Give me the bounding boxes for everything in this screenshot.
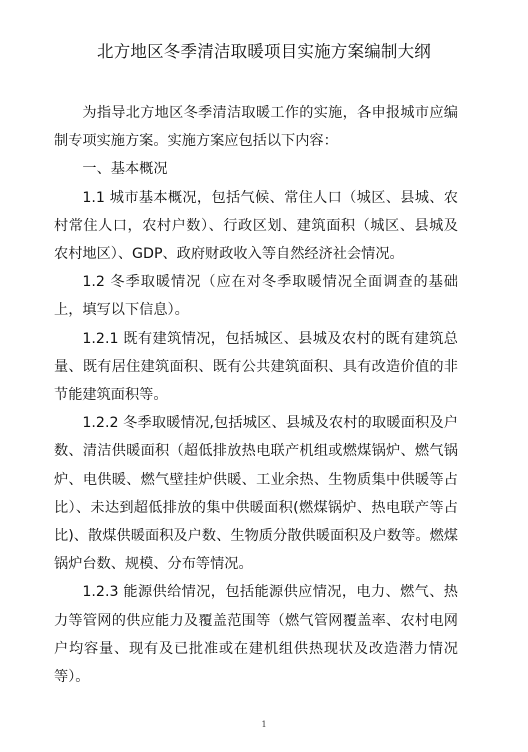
document-body [54,99,458,691]
paragraph-1-2-3: 1.2.3 能源供给情况，包括能源供应情况，电力、燃气、热力等管网的供应能力及覆盖范围等（燃气管网覆盖率、农村电网户均容量、现有及已批准或在建机组供热现状及改造潜力情况等）。 [54,584,458,686]
intro-paragraph: 为指导北方地区冬季清洁取暖工作的实施，各申报城市应编制专项实施方案。实施方案应包括以下内容： [54,105,458,150]
section-heading-basic-overview: 一、基本概况 [82,161,168,178]
page-number: 1 [261,720,267,729]
paragraph-1-1: 1.1 城市基本概况，包括气候、常住人口（城区、县城、农村常住人口，农村户数）、行政区划、建筑面积（城区、县城及农村地区）、GDP、政府财政收入等自然经济社会情况。 [54,189,458,263]
paragraph-1-2-2: 1.2.2 冬季取暖情况,包括城区、县城及农村的取暖面积及户数、清洁供暖面积（超低排放热电联产机组或燃煤锅炉、燃气锅炉、电供暖、燃气壁挂炉供暖、工业余热、生物质集中供暖等占比）、未达到超低排放的集中供暖面积(燃煤锅炉、热电联产等占比)、散煤供暖面积及户数、生物质分散供暖面积及户数等。燃煤锅炉台数、规模、分布等情况。 [54,415,458,573]
paragraph-1-2: 1.2 冬季取暖情况（应在对冬季取暖情况全面调查的基础上，填写以下信息）。 [54,274,458,319]
paragraph-1-2-1: 1.2.1 既有建筑情况，包括城区、县城及农村的既有建筑总量、既有居住建筑面积、既有公共建筑面积、具有改造价值的非节能建筑面积等。 [54,330,458,404]
document-title: 北方地区冬季清洁取暖项目实施方案编制大纲 [97,42,431,61]
